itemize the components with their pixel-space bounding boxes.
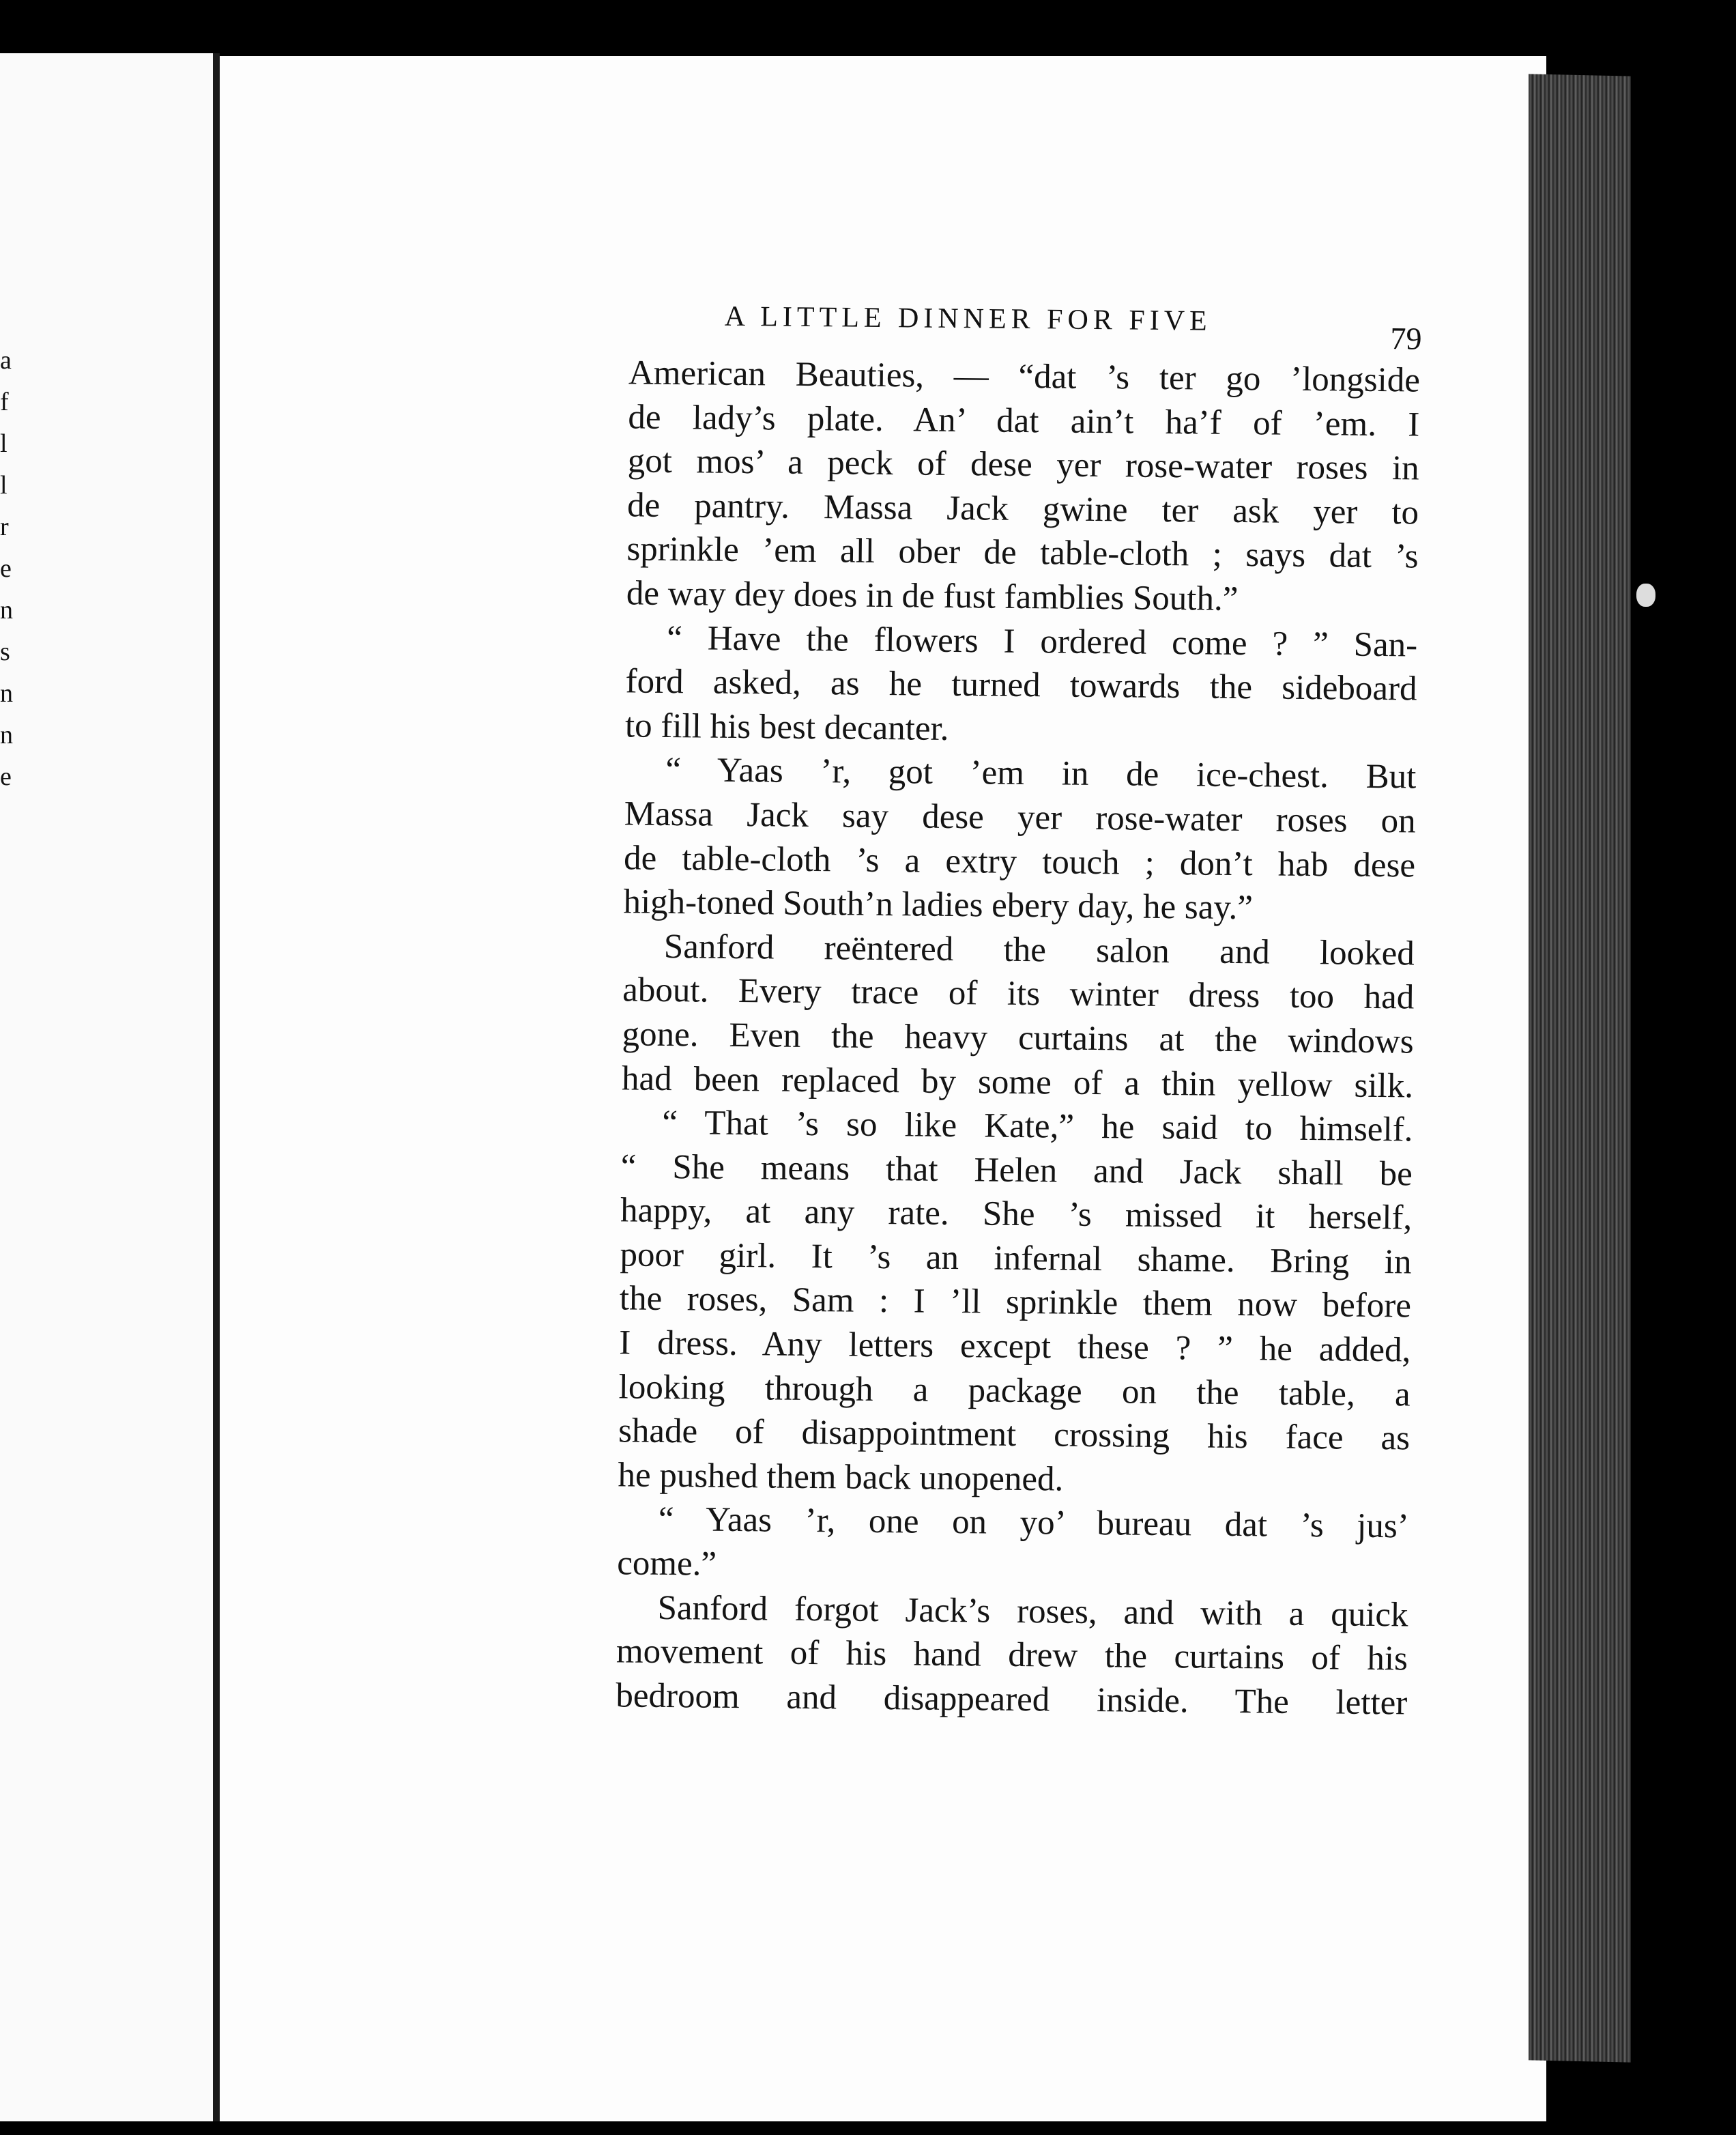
text-line: high-toned South’n ladies ebery day, he say.”	[623, 883, 1254, 928]
text-line: shade of disappointment crossing his face as	[618, 1412, 1410, 1458]
text-line: “ Have the flowers I ordered come ? ” San-	[666, 618, 1418, 665]
left-page-letter: l	[0, 471, 8, 500]
text-line: bedroom and disappeared inside. The letter	[616, 1676, 1408, 1723]
text-line: poor girl. It ’s an infernal shame. Bring in	[620, 1235, 1412, 1282]
left-page-letter: e	[0, 762, 12, 791]
left-page-letter: a	[0, 346, 12, 375]
left-page-fragment	[0, 53, 213, 2121]
page-edge-stack	[1529, 74, 1631, 2062]
running-head: A LITTLE DINNER FOR FIVE	[724, 300, 1212, 337]
text-line: de pantry. Massa Jack gwine ter ask yer to	[626, 486, 1419, 532]
page-content	[202, 48, 1548, 2127]
text-line: Massa Jack say dese yer rose-water roses on	[624, 794, 1416, 841]
text-line: ford asked, as he turned towards the sideboard	[625, 662, 1417, 708]
left-page-letter: n	[0, 679, 13, 708]
text-line: de lady’s plate. An’ dat ain’t ha’f of ’em. I	[628, 398, 1420, 444]
text-line: “ She means that Helen and Jack shall be	[620, 1147, 1413, 1194]
text-line: Sanford forgot Jack’s roses, and with a quick	[657, 1588, 1408, 1635]
text-line: sprinkle ’em all ober de table-cloth ; says dat ’s	[626, 530, 1419, 576]
text-line: got mos’ a peck of dese yer rose-water roses in	[627, 442, 1419, 488]
left-page-letter: n	[0, 596, 13, 625]
right-page	[220, 56, 1546, 2121]
left-page-letter: f	[0, 388, 9, 416]
text-line: de table-cloth ’s a extry touch ; don’t hab dese	[623, 838, 1416, 885]
text-line: about. Every trace of its winter dress too had	[622, 971, 1415, 1017]
text-line: I dress. Any letters except these ? ” he added,	[619, 1323, 1411, 1370]
text-line: Sanford reëntered the salon and looked	[663, 927, 1415, 973]
text-line: American Beauties, — “dat ’s ter go ’longside	[628, 354, 1421, 400]
text-line: gone. Even the heavy curtains at the windows	[622, 1015, 1414, 1061]
left-page-letter-column	[0, 340, 27, 798]
text-line: the roses, Sam : I ’ll sprinkle them now before	[619, 1279, 1412, 1326]
text-line: come.”	[616, 1544, 717, 1584]
text-line: movement of his hand drew the curtains of his	[616, 1632, 1408, 1678]
left-page-letter: r	[0, 513, 9, 541]
page-number: 79	[1390, 321, 1422, 356]
text-line: to fill his best decanter.	[624, 706, 949, 748]
text-line: he pushed them back unopened.	[618, 1456, 1064, 1499]
page-edge-blemish	[1636, 584, 1655, 607]
body-text	[616, 351, 1420, 1725]
text-line: de way dey does in de fust famblies South.”	[626, 574, 1239, 618]
text-line: “ That ’s so like Kate,” he said to himself.	[662, 1104, 1413, 1149]
left-page-letter: e	[0, 554, 12, 583]
left-page-letter: s	[0, 637, 10, 666]
text-line: “ Yaas ’r, one on yo’ bureau dat ’s jus’	[658, 1500, 1410, 1546]
text-line: “ Yaas ’r, got ’em in de ice-chest. But	[665, 751, 1417, 797]
left-page-letter: n	[0, 721, 13, 749]
left-page-letter: l	[0, 429, 8, 458]
text-line: had been replaced by some of a thin yellow silk.	[621, 1059, 1414, 1106]
text-line: happy, at any rate. She ’s missed it herself,	[620, 1191, 1413, 1237]
text-line: looking through a package on the table, a	[618, 1368, 1410, 1414]
